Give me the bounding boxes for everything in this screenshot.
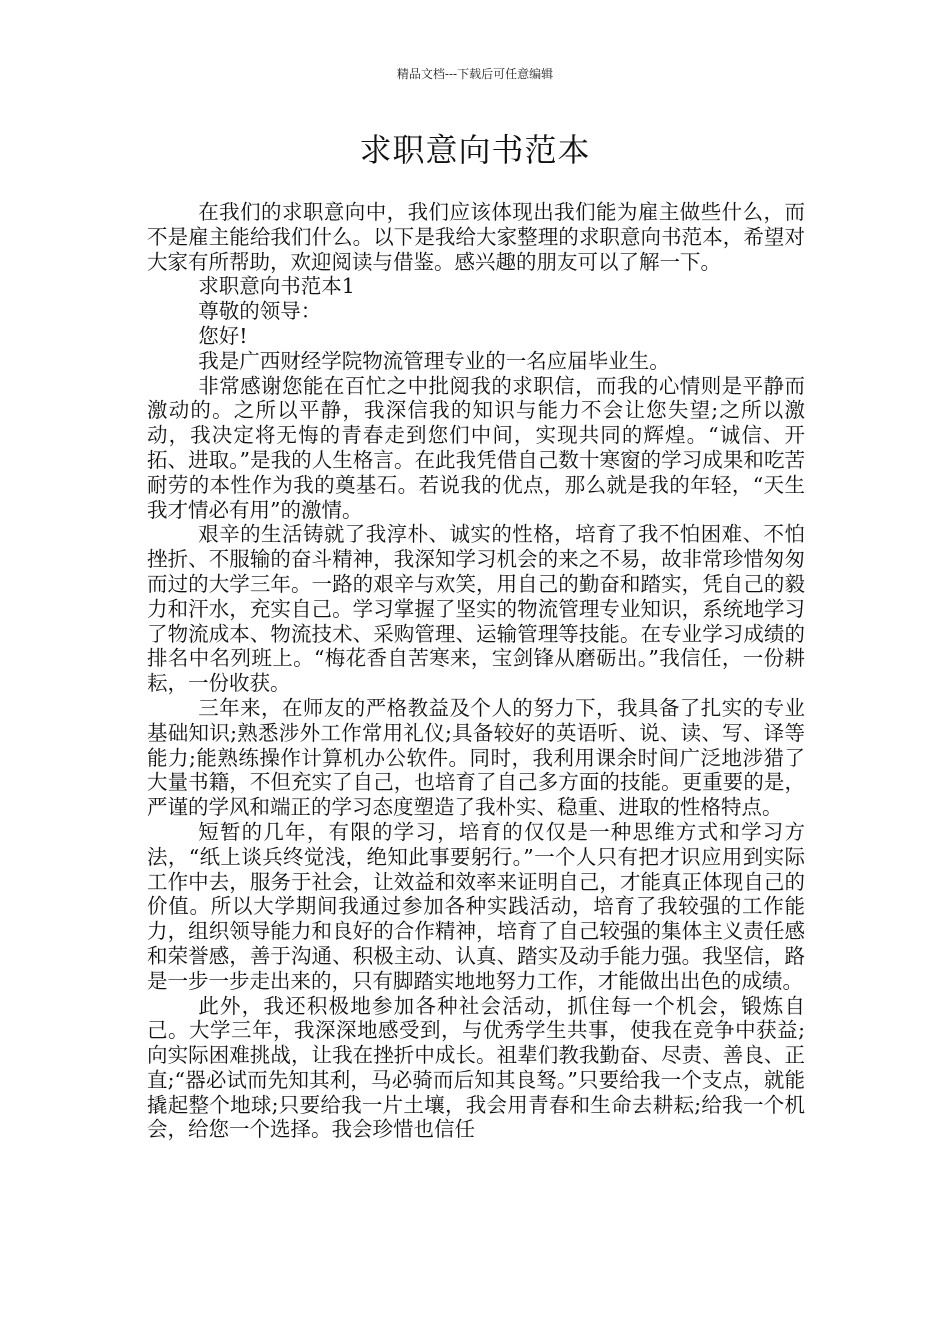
paragraph-self-intro: 我是广西财经学院物流管理专业的一名应届毕业生。 xyxy=(198,348,670,373)
document-body xyxy=(147,200,805,1142)
paragraph-intro: 在我们的求职意向中，我们应该体现出我们能为雇主做些什么，而不是雇主能给我们什么。以下是我给大家整理的求职意向书范本，希望对大家有所帮助，欢迎阅读与借鉴。感兴趣的朋友可以了解一下。 xyxy=(147,200,805,274)
paragraph-character: 艰辛的生活铸就了我淳朴、诚实的性格，培育了我不怕困难、不怕挫折、不服输的奋斗精神，我深知学习机会的来之不易，故非常珍惜匆匆而过的大学三年。一路的艰辛与欢笑，用自己的勤奋和踏实，凭自己的毅力和汗水，充实自己。学习掌握了坚实的物流管理专业知识，系统地学习了物流成本、物流技术、采购管理、运输管理等技能。在专业学习成绩的排名中名列班上。“梅花香自苦寒来，宝剑锋从磨砺出。”我信任，一份耕耘，一份收获。 xyxy=(147,522,805,696)
paragraph-sample-heading: 求职意向书范本1 xyxy=(198,274,355,299)
paragraph-greeting: 您好! xyxy=(198,323,248,348)
paragraph-skills: 三年来，在师友的严格教益及个人的努力下，我具备了扎实的专业基础知识;熟悉涉外工作常用礼仪;具备较好的英语听、说、读、写、译等能力;能熟练操作计算机办公软件。同时，我利用课余时间广泛地涉猎了大量书籍，不但充实了自己，也培育了自己多方面的技能。更重要的是，严谨的学风和端正的学习态度塑造了我朴实、稳重、进取的性格特点。 xyxy=(147,695,805,820)
document-title: 求职意向书范本 xyxy=(359,131,591,169)
paragraph-practice: 短暂的几年，有限的学习，培育的仅仅是一种思维方式和学习方法，“纸上谈兵终觉浅，绝知此事要躬行。”一个人只有把才识应用到实际工作中去，服务于社会，让效益和效率来证明自己，才能真正体现自己的价值。所以大学期间我通过参加各种实践活动，培育了我较强的工作能力，组织领导能力和良好的合作精神，培育了自己较强的集体主义责任感和荣誉感，善于沟通、积极主动、认真、踏实及动手能力强。我坚信，路是一步一步走出来的，只有脚踏实地地努力工作，才能做出出色的成绩。 xyxy=(147,819,805,993)
paragraph-thanks: 非常感谢您能在百忙之中批阅我的求职信，而我的心情则是平静而激动的。之所以平静，我深信我的知识与能力不会让您失望;之所以激动，我决定将无悔的青春走到您们中间，实现共同的辉煌。“诚信、开拓、进取。”是我的人生格言。在此我凭借自己数十寒窗的学习成果和吃苦耐劳的本性作为我的奠基石。若说我的优点，那么就是我的年轻，“天生我才情必有用”的激情。 xyxy=(147,373,805,522)
page-header: 精品文档---下载后可任意编辑 xyxy=(396,67,554,81)
paragraph-salutation: 尊敬的领导： xyxy=(198,299,322,324)
paragraph-activities: 此外，我还积极地参加各种社会活动，抓住每一个机会，锻炼自己。大学三年，我深深地感受到，与优秀学生共事，使我在竞争中获益;向实际困难挑战，让我在挫折中成长。祖辈们教我勤奋、尽责、善良、正直;“器必试而先知其利，马必骑而后知其良驽。”只要给我一个支点，就能撬起整个地球;只要给我一片土壤，我会用青春和生命去耕耘;给我一个机会，给您一个选择。我会珍惜也信任 xyxy=(147,993,805,1142)
